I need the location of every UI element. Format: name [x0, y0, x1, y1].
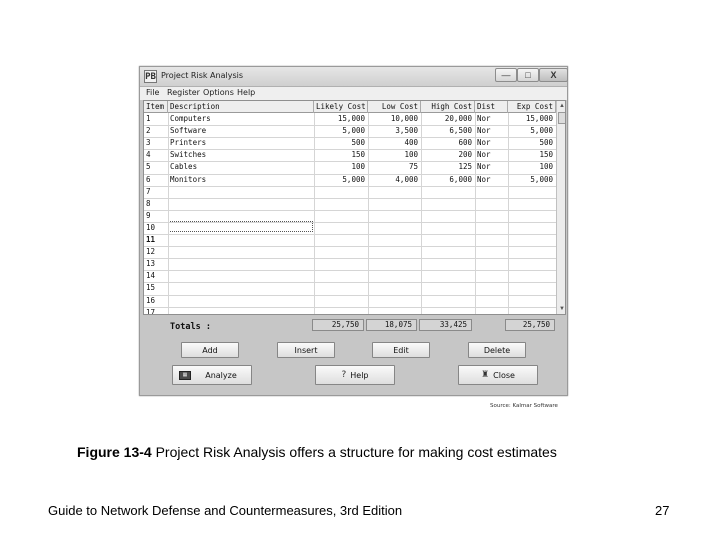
- cell-likely-cost[interactable]: 5,000: [342, 174, 365, 184]
- cell-low-cost[interactable]: 400: [404, 138, 418, 148]
- scroll-thumb[interactable]: [558, 112, 566, 124]
- cell-low-cost[interactable]: [370, 307, 418, 315]
- scroll-up-icon[interactable]: ▲: [559, 103, 565, 109]
- door-exit-icon: ♜: [481, 370, 490, 380]
- cell-low-cost[interactable]: [370, 246, 418, 258]
- cell-low-cost[interactable]: [370, 210, 418, 222]
- row-number: 13: [146, 259, 156, 269]
- menu-help[interactable]: Help: [237, 88, 256, 97]
- cell-dist[interactable]: Nor: [477, 150, 491, 160]
- column-header-description[interactable]: Description: [168, 101, 314, 113]
- column-header-exp-cost[interactable]: Exp Cost: [508, 101, 556, 113]
- total-low-cost: 18,075: [366, 319, 417, 331]
- cell-dist[interactable]: Nor: [477, 126, 491, 136]
- cell-exp-cost[interactable]: [510, 222, 553, 234]
- row-number: 12: [146, 247, 156, 257]
- row-number: 14: [146, 271, 156, 281]
- cell-low-cost[interactable]: [370, 282, 418, 294]
- maximize-button[interactable]: □: [517, 68, 539, 82]
- cell-description[interactable]: Switches: [170, 150, 207, 160]
- cell-description[interactable]: [170, 234, 311, 246]
- title-bar: [140, 67, 567, 87]
- cell-description[interactable]: [170, 270, 311, 282]
- cell-exp-cost[interactable]: [510, 246, 553, 258]
- cell-dist[interactable]: Nor: [477, 174, 491, 184]
- cell-likely-cost[interactable]: [316, 186, 365, 198]
- cell-exp-cost[interactable]: 5,000: [530, 174, 553, 184]
- row-number: 3: [146, 138, 151, 148]
- cell-low-cost[interactable]: 10,000: [390, 114, 418, 123]
- cell-high-cost[interactable]: [423, 295, 472, 307]
- menu-register[interactable]: Register: [167, 88, 200, 97]
- total-expected-cost: 25,750: [505, 319, 555, 331]
- row-number: 6: [146, 174, 151, 184]
- cell-high-cost[interactable]: 125: [458, 162, 472, 172]
- cell-exp-cost[interactable]: [510, 198, 553, 210]
- cell-low-cost[interactable]: 3,500: [395, 126, 418, 136]
- total-likely-cost: 25,750: [312, 319, 364, 331]
- column-divider: [508, 113, 509, 315]
- cell-description[interactable]: [170, 198, 311, 210]
- delete-button[interactable]: [468, 342, 526, 358]
- row-number: 1: [146, 114, 151, 123]
- cell-low-cost[interactable]: [370, 198, 418, 210]
- add-button-label: Add: [202, 345, 218, 355]
- cell-high-cost[interactable]: [423, 234, 472, 246]
- scroll-down-icon[interactable]: ▼: [559, 306, 565, 312]
- row-number: 16: [146, 295, 156, 305]
- analyze-button[interactable]: [172, 365, 252, 385]
- insert-button-label: Insert: [294, 345, 318, 355]
- cell-likely-cost[interactable]: [316, 222, 365, 234]
- cell-high-cost[interactable]: 200: [458, 150, 472, 160]
- cell-likely-cost[interactable]: [316, 282, 365, 294]
- cell-dist[interactable]: [477, 282, 505, 294]
- column-divider: [475, 113, 476, 315]
- cell-dist[interactable]: [477, 246, 505, 258]
- help-icon: ?: [341, 370, 347, 380]
- cell-dist[interactable]: [477, 210, 505, 222]
- help-button-label: Help: [350, 370, 369, 380]
- column-divider: [314, 113, 315, 315]
- cell-description[interactable]: [170, 307, 311, 315]
- menu-file[interactable]: File: [146, 88, 160, 97]
- image-source-credit: Source: Kalmar Software: [490, 403, 558, 409]
- row-number: 4: [146, 150, 151, 160]
- book-title-footer: Guide to Network Defense and Countermeasures, 3rd Edition: [48, 503, 403, 518]
- cell-likely-cost[interactable]: [316, 234, 365, 246]
- cell-low-cost[interactable]: 100: [404, 150, 418, 160]
- cell-low-cost[interactable]: 75: [408, 162, 418, 172]
- row-number: 8: [146, 198, 151, 208]
- close-button[interactable]: [458, 365, 538, 385]
- app-icon: PB: [145, 72, 156, 82]
- cell-exp-cost[interactable]: 100: [539, 162, 553, 172]
- cell-exp-cost[interactable]: 15,000: [525, 114, 553, 123]
- cell-description[interactable]: [170, 295, 311, 307]
- cell-high-cost[interactable]: [423, 186, 472, 198]
- cell-exp-cost[interactable]: [510, 295, 553, 307]
- cell-high-cost[interactable]: 600: [458, 138, 472, 148]
- cell-high-cost[interactable]: 6,500: [449, 126, 472, 136]
- cell-description[interactable]: [170, 222, 311, 234]
- totals-label: Totals :: [170, 322, 211, 332]
- row-number: 11: [146, 235, 156, 244]
- cell-low-cost[interactable]: [370, 222, 418, 234]
- delete-button-label: Delete: [483, 345, 511, 355]
- cell-high-cost[interactable]: 20,000: [444, 114, 472, 123]
- row-number: 9: [146, 210, 151, 220]
- edit-button-label: Edit: [393, 345, 409, 355]
- cell-description[interactable]: [170, 246, 311, 258]
- cell-exp-cost[interactable]: [510, 270, 553, 282]
- cell-low-cost[interactable]: 4,000: [395, 174, 418, 184]
- menu-options[interactable]: Options: [203, 88, 234, 97]
- cell-high-cost[interactable]: [423, 246, 472, 258]
- cell-description[interactable]: [170, 282, 311, 294]
- cell-high-cost[interactable]: [423, 198, 472, 210]
- column-divider: [421, 113, 422, 315]
- cell-likely-cost[interactable]: [316, 198, 365, 210]
- cell-high-cost[interactable]: 6,000: [449, 174, 472, 184]
- column-header-likely-cost[interactable]: Likely Cost: [314, 101, 368, 113]
- cell-likely-cost[interactable]: [316, 246, 365, 258]
- add-button[interactable]: [181, 342, 239, 358]
- page-number: 27: [655, 503, 670, 518]
- cell-dist[interactable]: [477, 222, 505, 234]
- cell-exp-cost[interactable]: [510, 307, 553, 315]
- row-number: 2: [146, 126, 151, 136]
- cell-low-cost[interactable]: [370, 295, 418, 307]
- cell-dist[interactable]: [477, 307, 505, 315]
- cell-high-cost[interactable]: [423, 258, 472, 270]
- cell-likely-cost[interactable]: 100: [351, 162, 365, 172]
- analyze-chart-icon: ▦: [179, 371, 191, 380]
- column-header-dist[interactable]: Dist: [475, 101, 508, 113]
- row-number: 10: [146, 222, 156, 232]
- column-header-low-cost[interactable]: Low Cost: [368, 101, 421, 113]
- figure-number: Figure 13-4: [77, 444, 152, 460]
- insert-button[interactable]: [277, 342, 335, 358]
- cell-likely-cost[interactable]: [316, 258, 365, 270]
- figure-caption: [77, 444, 557, 460]
- cell-likely-cost[interactable]: 500: [351, 138, 365, 148]
- column-divider: [168, 113, 169, 315]
- cell-dist[interactable]: [477, 270, 505, 282]
- total-high-cost: 33,425: [419, 319, 472, 331]
- close-window-button[interactable]: X: [539, 68, 568, 82]
- cell-exp-cost[interactable]: 500: [539, 138, 553, 148]
- cell-exp-cost[interactable]: [510, 210, 553, 222]
- row-number: 15: [146, 283, 156, 293]
- vertical-scrollbar[interactable]: [556, 101, 566, 315]
- cell-dist[interactable]: [477, 258, 505, 270]
- grid-header: [144, 101, 565, 113]
- cell-likely-cost[interactable]: 5,000: [342, 126, 365, 136]
- cell-low-cost[interactable]: [370, 186, 418, 198]
- cell-high-cost[interactable]: [423, 210, 472, 222]
- analyze-button-label: Analyze: [205, 370, 237, 380]
- cell-description[interactable]: Monitors: [170, 174, 207, 184]
- menu-bar: [140, 87, 567, 100]
- edit-button[interactable]: [372, 342, 430, 358]
- cell-dist[interactable]: [477, 186, 505, 198]
- cell-exp-cost[interactable]: 5,000: [530, 126, 553, 136]
- cell-low-cost[interactable]: [370, 258, 418, 270]
- cell-description[interactable]: Cables: [170, 162, 198, 172]
- cell-dist[interactable]: [477, 295, 505, 307]
- cell-description[interactable]: Computers: [170, 114, 211, 123]
- cell-low-cost[interactable]: [370, 234, 418, 246]
- minimize-button[interactable]: —: [495, 68, 517, 82]
- help-button[interactable]: [315, 365, 395, 385]
- cell-exp-cost[interactable]: 150: [539, 150, 553, 160]
- cell-dist[interactable]: [477, 234, 505, 246]
- cell-dist[interactable]: Nor: [477, 162, 491, 172]
- figure-caption-text: Project Risk Analysis offers a structure for making cost estimates: [155, 444, 557, 460]
- cell-exp-cost[interactable]: [510, 258, 553, 270]
- cell-likely-cost[interactable]: [316, 295, 365, 307]
- cell-likely-cost[interactable]: [316, 210, 365, 222]
- window-title: Project Risk Analysis: [161, 71, 243, 80]
- cell-dist[interactable]: Nor: [477, 138, 491, 148]
- cell-high-cost[interactable]: [423, 282, 472, 294]
- cost-estimate-grid: [143, 100, 566, 315]
- cell-likely-cost[interactable]: [316, 307, 365, 315]
- cell-description[interactable]: [170, 258, 311, 270]
- column-header-high-cost[interactable]: High Cost: [421, 101, 475, 113]
- project-risk-analysis-window: [139, 66, 568, 396]
- close-button-label: Close: [493, 370, 515, 380]
- cell-description[interactable]: Software: [170, 126, 207, 136]
- column-divider: [368, 113, 369, 315]
- cell-high-cost[interactable]: [423, 270, 472, 282]
- cell-likely-cost[interactable]: 15,000: [337, 114, 365, 123]
- cell-high-cost[interactable]: [423, 222, 472, 234]
- cell-dist[interactable]: Nor: [477, 114, 491, 123]
- cell-high-cost[interactable]: [423, 307, 472, 315]
- row-number: 7: [146, 186, 151, 196]
- cell-exp-cost[interactable]: [510, 234, 553, 246]
- column-header-item[interactable]: Item: [144, 101, 168, 113]
- row-number: 5: [146, 162, 151, 172]
- cell-description[interactable]: Printers: [170, 138, 207, 148]
- cell-description[interactable]: [170, 186, 311, 198]
- cell-low-cost[interactable]: [370, 270, 418, 282]
- cell-likely-cost[interactable]: [316, 270, 365, 282]
- cell-likely-cost[interactable]: 150: [351, 150, 365, 160]
- cell-description[interactable]: [170, 210, 311, 222]
- cell-exp-cost[interactable]: [510, 282, 553, 294]
- row-number: 17: [146, 307, 156, 315]
- cell-dist[interactable]: [477, 198, 505, 210]
- cell-exp-cost[interactable]: [510, 186, 553, 198]
